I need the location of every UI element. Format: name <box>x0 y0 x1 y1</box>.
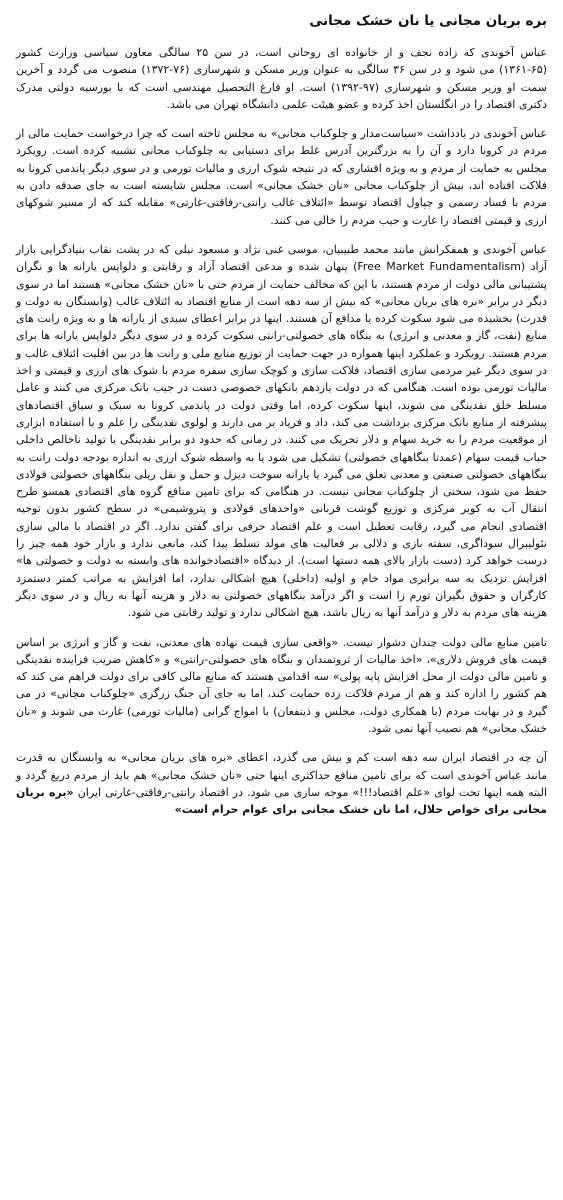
conclusion-text: آن چه در اقتصاد ایران سه دهه است کم و بیش می گذرد، اعطای «بره های بریان مجانی» به وابستگان به قدرت مانند عباس آخوندی است که برای تامین منافع حداکثری اینها حتی «نان خشک مجانی» هم باید از مردم دریغ گردد و البته همه اینها تحت لوای «علم اقتصاد!!!» موجه سازی می شود. در اقتصاد رانتی-رفاقتی-غارتی ایران <box>16 751 548 799</box>
article-title: بره بریان مجانی یا نان خشک مجانی <box>309 13 547 29</box>
paragraph-financing: تامین منابع مالی دولت چندان دشوار نیست. «واقعی سازی قیمت نهاده های معدنی، نفت و گاز و انرژی بر اساس قیمت های فروش دلاری»، «اخذ مالیات از ثروتمندان و بنگاه های خصولتی-رانتی» و «کاهش ضریب فزاینده نقدینگی و تامین مالی دولت از محل افزایش پایه پولی» سه اقدامی هستند که منابع مالی کافی برای دولت فراهم می کند که هم کشور را اداره کند و هم از مردم فلاکت زده حمایت کند، اما به جای آن جنگ زرگری «چلوکباب مجانی» در می گیرد و در نهایت مردم (با همکاری دولت، مجلس و ذینفعان) با امواج گرانی (مالیات تورمی) غارت می شوند و «نان خشک مجانی» هم نصیب آنها نمی شود. <box>16 635 547 735</box>
conclusion-bold-quote: «بره بریان مجانی برای خواص حلال، اما نان خشک مجانی برای عوام حرام است» <box>16 785 547 817</box>
paragraph-conclusion <box>16 749 547 818</box>
paragraph-intro: عباس آخوندی که زاده نجف و از خانواده ای روحانی است، در سن ۲۵ سالگی معاون سیاسی وزارت کشور (۶۵-۱۳۶۱) می شود و در سن ۳۶ سالگی به عنوان وزیر مسکن و شهرسازی (۷۶-۱۳۷۲) منصوب می گردد و آخرین سمت او وزیر مسکن و شهرسازی (۹۷-۱۳۹۲) است. او فارغ التحصیل مهندسی است که با بورسیه دولتی مدرک دکتری اقتصاد را در انگلستان اخذ کرده و عضو هیئت علمی دانشگاه تهران می باشد. <box>16 46 548 111</box>
paragraph-parliament: عباس آخوندی در یادداشت «سیاست‌مدار و چلوکباب مجانی» به مجلس تاخته است که چرا درخواست حمایت مالی از مردم در کرونا دارد و آن را به بزرگترین آدرس غلط برای دستیابی به چلوکباب مجانی تشبیه کرده است. رویکرد مجلس به حمایت از مردم و به ویژه اقشاری که در نتیجه شوک ارزی و مالیات تورمی و در سوی دیگر پاندمی کرونا به فلاکت افتاده اند، بیش از چلوکباب مجانی «نان خشک مجانی» است. مجلس شایسته است به جای صدقه دادن به مردم با فساد رسمی و چپاول اقتصاد توسط «ائتلاف غالب رانتی-رفاقتی-غارتی» مقابله کند که از مسیر شوکهای ارزی و قیمتی اقتصاد را غارت و جیب مردم را خالی می کنند. <box>16 127 547 227</box>
paragraph-market-fundamentalism: عباس آخوندی و همفکرانش مانند محمد طبیبیان، موسی غنی نژاد و مسعود نیلی که در پشت نقاب بنیادگرایی بازار آزاد (Free Market Fundamentalism) پنهان شده و مدعی اقتصاد آزاد و رقابتی و دلواپس یارانه ها و نگران پشتیبانی مالی دولت از مردم هستند، با این که مخالف حمایت از مردم حتی با «نان خشک مجانی» هستند اما در سوی دیگر در برابر «بره های بریان مجانی» که بیش از سه دهه است از منابع اقتصاد به ائتلاف غالب (وابستگان به دولت و قدرت) بخشیده می شود سکوت کرده یا مدافع آن هستند. اینها در برابر اعطای سبدی از یارانه ها و به ویژه رانت های منابع (نفت، گاز و معدنی و انرژی) به بنگاه های خصولتی-رانتی سکوت کرده و در سوی دیگر دلواپس یارانه ها برای مردم هستند. رویکرد و عملکرد اینها همواره در جهت حمایت از توزیع منابع ملی و رانت ها در بین اقلیت ائتلاف غالب و در سوی دیگر غیر مردمی سازی اقتصاد، فلاکت سازی و کوچک سازی سفره مردم با شوک های ارزی و قیمتی و اخذ مالیات تورمی بوده است. هنگامی که در دولت یازدهم بانکهای خصوصی دست در جیب بانک مرکزی می کنند و عامل مسلط خلق نقدینگی می شوند، اینها سکوت کرده، اما وقتی دولت در پاندمی کرونا به سبک و سیاق اقتصادهای پیشرفته از منابع بانک مرکزی برداشت می کند، داد و فریاد بر می دارند و لولوی نقدینگی را علم و با استفاده ابزاری از موقعیت مردم را به خرید سهام و دلار تحریک می کنند. در زمانی که حدود دو برابر نقدینگی یا تولید ناخالص داخلی حباب قیمت سهام (عمدتا بنگاههای خصولتی) تشکیل می شود یا به واسطه شوک ارزی به اندازه بودجه دولت رانت به بنگاههای خصولتی صنعتی و معدنی تعلق می گیرد یا یارانه سوخت دیزل و حمل و نقل ریلی بنگاههای خصولتی فولادی حفظ می شود، سخنی از چلوکباب مجانی نیست. در هنگامی که برای تامین منافع گروه های اقتصادی همسو طرح انتقال آب به کویر مرکزی و توزیع گوشت قربانی «واحدهای فولادی و پتروشیمی» در سطح کشور بدون توجیه اقتصادی انجام می گیرد، رقابت تعطیل است و علم اقتصاد حرفی برای گفتن ندارد. اگر در اقتصاد با مالی سازی نئولیبرال سوداگری، سفته بازی و دلالی بر فعالیت های مولد تسلط پیدا کند، مانعی ندارد و بازار خود همه چیز را درست خواهد کرد (دست بازار بالای همه دستها است). از دیدگاه «اقتصادخوانده های وابسته به دولت و خصولتی ها» افزایش نزدیک به سه برابری مواد خام و اولیه (داخلی) هیچ اشکالی ندارد، اما افزایش به مراتب کمتر دستمزد کارگران و حقوق بگیران تورم زا است و اگر درآمد بنگاههای خصولتی به دلار و هزینه آنها به ریال و در سوی دیگر هزینه های مردم به دلار و درآمد آنها به ریال باشد، هیچ اشکالی ندارد و تولید رقابتی می شود. <box>16 242 547 620</box>
